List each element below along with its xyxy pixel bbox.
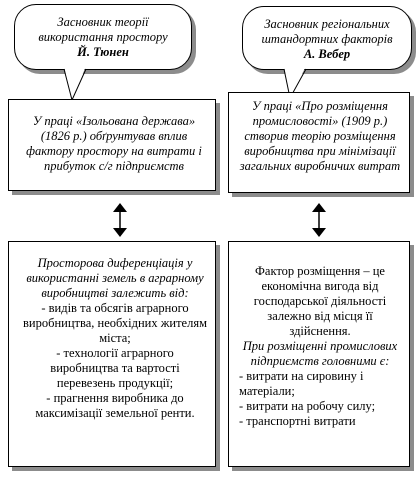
right-work-box [228,92,410,193]
left-work-box [8,99,216,191]
right-factors-list [239,369,401,429]
right-double-arrow [309,203,329,237]
left-callout [14,4,192,70]
left-factors-list [21,301,209,421]
right-callout-name: А. Вебер [303,47,351,61]
left-factors-intro: Просторова диференціація у використанні земель в аграрному виробництві залежить від: [26,256,204,300]
list-item: - видів та обсягів аграрного виробництва, необхідних жителям міста; [23,301,207,345]
left-factors-box [8,241,216,467]
list-item: - транспортні витрати [239,414,356,428]
list-item: - витрати на сировину і матеріали; [239,369,364,398]
left-callout-title: Засновник теорії використання простору [38,15,168,44]
left-double-arrow [110,203,130,237]
right-factors-definition: Фактор розміщення – це економічна вигода від господарської діяльності залежно від місця її здійснення. [253,264,387,338]
right-callout [242,6,412,70]
right-factors-box [228,241,410,467]
right-work-text: У праці «Про розміщення промисловості» (1909 р.) створив теорію розміщення виробництва при мінімізації загальних виробничих витрат [239,99,401,173]
right-callout-title: Засновник регіональних штандортних факторів [261,17,393,46]
left-callout-name: Й. Тюнен [77,45,129,59]
left-work-text: У праці «Ізольована держава» (1826 р.) обґрунтував вплив фактору простору на витрати і прибуток с/г підприємств [26,114,202,173]
list-item: - прагнення виробника до максимізації земельної ренти. [35,391,195,420]
list-item: - технології аграрного виробництва та вартості перевезень продукції; [50,346,180,390]
list-item: - витрати на робочу силу; [239,399,376,413]
right-factors-intro: При розміщенні промислових підприємств головними є: [242,339,398,368]
